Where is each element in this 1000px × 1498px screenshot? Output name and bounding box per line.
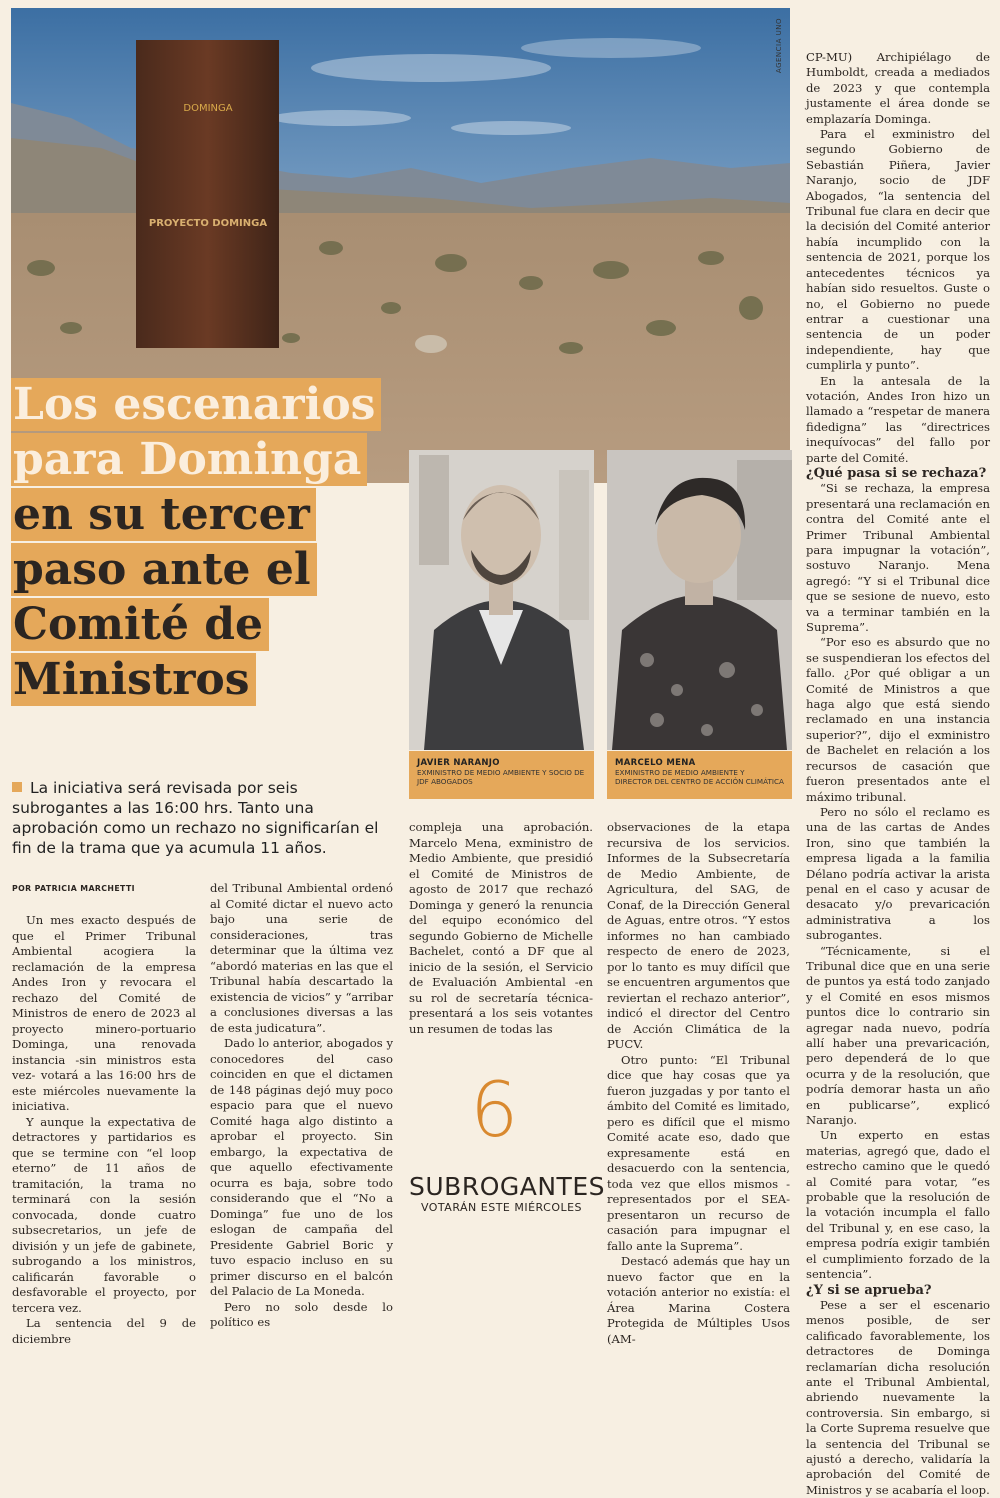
photo-credit: AGENCIA UNO bbox=[775, 18, 783, 74]
person-name: MARCELO MENA bbox=[615, 758, 696, 768]
stat-label: SUBROGANTES bbox=[409, 1172, 605, 1201]
paragraph: CP-MU) Archipiélago de Humboldt, creada a mediados de 2023 y que contempla justamente el área donde se emplazaría Dominga. bbox=[806, 50, 990, 126]
caption-marcelo-mena bbox=[607, 751, 792, 799]
headline bbox=[11, 378, 411, 708]
caption-javier-naranjo bbox=[409, 751, 594, 799]
column-4 bbox=[607, 820, 790, 1347]
column-3 bbox=[409, 820, 593, 1037]
subheading-rechaza: ¿Qué pasa si se rechaza? bbox=[806, 465, 987, 481]
paragraph: La sentencia del 9 de diciembre bbox=[12, 1316, 196, 1346]
column-2 bbox=[210, 881, 393, 1331]
portrait-marcelo-mena bbox=[607, 450, 792, 750]
paragraph: Un experto en estas materias, agregó que, dado el estrecho camino que le quedó al Comité para votar, “es probable que la resolución de la votación incumpla el fallo del Tribunal y, en ese caso, la empresa podría exigir también el cumplimiento forzado de la sentencia”. bbox=[806, 1128, 990, 1282]
headline-line: Comité de bbox=[11, 598, 269, 651]
paragraph: “Si se rechaza, la empresa presentará una reclamación en contra del Comité ante el Primer Tribunal Ambiental para impugnar la votación”, sostuvo Naranjo. Mena agregó: “Y si el Tribunal dice que se sesione de nuevo, esto va a terminar también en la Suprema”. bbox=[806, 481, 990, 635]
bullet-square-icon bbox=[12, 782, 22, 792]
paragraph: En la antesala de la votación, Andes Iron hizo un llamado a “respetar de manera fidedigna” las “directrices inequívocas” del fallo por parte del Comité. bbox=[806, 373, 990, 465]
paragraph: Otro punto: “El Tribunal dice que hay cosas que ya fueron juzgadas y por tanto el ámbito del Comité es limitado, pero es difícil que el mismo Comité acate eso, dado que expresamente está en desacuerdo con la sentencia, toda vez que ellos mismos -representados por el SEA- presentaron un recurso de casación para impugnar el fallo ante la Suprema”. bbox=[607, 1052, 790, 1253]
person-name: JAVIER NARANJO bbox=[417, 758, 500, 768]
paragraph: Pero no solo desde lo político es bbox=[210, 1299, 393, 1329]
paragraph: Pese a ser el escenario menos posible, de ser calificado favorablemente, los detractores de Dominga reclamarían dicha resolución ante el Tribunal Ambiental, abriendo nuevamente la controversia. Sin embargo, si la Corte Suprema resuelve que la sentencia del Tribunal se ajustó a derecho, validaría la aprobación del Comité de Ministros y se acabaría el loop. bbox=[806, 1297, 990, 1497]
paragraph: compleja una aprobación. Marcelo Mena, exministro de Medio Ambiente, que presidió el Comité de Ministros de agosto de 2017 que rechazó Dominga y generó la renuncia del equipo económico del segundo Gobierno de Michelle Bachelet, contó a DF que al inicio de la sesión, el Servicio de Evaluación Ambiental -en su rol de secretaría técnica- presentará a los seis votantes un resumen de todas las bbox=[409, 820, 593, 1036]
paragraph: del Tribunal Ambiental ordenó al Comité dictar el nuevo acto bajo una serie de consideraciones, tras determinar que la última vez “abordó materias en las que el Tribunal había descartado la existencia de vicios” y “arribar a conclusiones diversas a las de esta judicatura”. bbox=[210, 881, 393, 1035]
paragraph: “Técnicamente, si el Tribunal dice que en una serie de puntos ya está todo zanjado y el Comité en esos mismos puntos dice lo contrario sin agregar nada nuevo, podría allí haber una prevaricación, pero dependerá de lo que ocurra y de la resolución, que podría demorar hasta un año en publicarse”, explicó Naranjo. bbox=[806, 943, 990, 1128]
headline-line: para Dominga bbox=[11, 433, 367, 486]
monolith-logo: DOMINGA bbox=[183, 103, 233, 114]
headline-line: Los escenarios bbox=[11, 378, 381, 431]
byline: POR PATRICIA MARCHETTI bbox=[12, 884, 135, 893]
summary bbox=[12, 778, 390, 858]
headline-line: en su tercer bbox=[11, 488, 316, 541]
subheading-aprueba: ¿Y si se aprueba? bbox=[806, 1282, 932, 1298]
headline-line: Ministros bbox=[11, 653, 256, 706]
paragraph: Dado lo anterior, abogados y conocedores del caso coinciden en que el dictamen de 148 páginas dejó muy poco espacio para que el nuevo Comité haga algo distinto a aprobar el proyecto. Sin embargo, la expectativa de que aquello efectivamente ocurra es baja, sobre todo considerando que el “No a Dominga” fue uno de los eslogan de campaña del Presidente Gabriel Boric y tuvo espacio incluso en su primer discurso en el balcón del Palacio de La Moneda. bbox=[210, 1036, 393, 1298]
person-role: EXMINISTRO DE MEDIO AMBIENTE Y DIRECTOR DEL CENTRO DE ACCIÓN CLIMÁTICA bbox=[615, 768, 784, 786]
stat-number: 6 bbox=[470, 1065, 519, 1154]
headline-line: paso ante el bbox=[11, 543, 317, 596]
paragraph: observaciones de la etapa recursiva de los servicios. Informes de la Subsecretaría de Medio Ambiente, de Agricultura, del SAG, de Conaf, de la Dirección General de Aguas, entre otros. “Y estos informes no han cambiado respecto de enero de 2023, por lo tanto es muy difícil que se encuentren argumentos que reviertan el rechazo anterior”, indicó el director del Centro de Acción Climática de la PUCV. bbox=[607, 820, 791, 1051]
column-1 bbox=[12, 913, 196, 1347]
monolith-sign bbox=[136, 40, 279, 348]
column-5 bbox=[806, 50, 990, 1498]
paragraph: “Por eso es absurdo que no se suspendieran los efectos del fallo. ¿Por qué obligar a un Comité de Ministros a que haga algo que está siendo reclamado en una instancia superior?”, dijo el exministro de Bachelet en relación a los recursos de casación que fueron presentados ante el máximo tribunal. bbox=[806, 635, 990, 804]
paragraph: Para el exministro del segundo Gobierno de Sebastián Piñera, Javier Naranjo, socio de JDF Abogados, “la sentencia del Tribunal fue clara en decir que la decisión del Comité anterior había incumplido con la sentencia de 2021, porque los antecedentes técnicos ya habían sido resueltos. Guste o no, el Gobierno no puede entrar a cuestionar una sentencia de un poder independiente, hay que cumplirla y punto”. bbox=[806, 127, 990, 373]
monolith-text: PROYECTO DOMINGA bbox=[148, 218, 268, 229]
paragraph: Pero no sólo el reclamo es una de las cartas de Andes Iron, sino que también la empresa ligada a la familia Délano podría activar la arista penal en el caso y acusar de desacato y/o prevaricación administrativa a los subrogantes. bbox=[806, 804, 990, 943]
portrait-javier-naranjo bbox=[409, 450, 594, 750]
summary-text: La iniciativa será revisada por seis subrogantes a las 16:00 hrs. Tanto una aprobación como un rechazo no significarían el fin de la trama que ya acumula 11 años. bbox=[12, 779, 379, 857]
stat-sublabel: VOTARÁN ESTE MIÉRCOLES bbox=[420, 1201, 583, 1214]
paragraph: Un mes exacto después de que el Primer Tribunal Ambiental acogiera la reclamación de la empresa Andes Iron y revocara el rechazo del Comité de Ministros de enero de 2023 al proyecto minero-portuario Dominga, una renovada instancia -sin ministros esta vez- votará a las 16:00 hrs de este miércoles nuevamente la iniciativa. bbox=[12, 913, 196, 1113]
paragraph: Y aunque la expectativa de detractores y partidarios es que se termine con “el loop eterno” de 11 años de tramitación, la trama no terminará con la sesión convocada, donde cuatro subsecretarios, un jefe de división y un jefe de gabinete, subrogando a los ministros, calificarán favorable o desfavorable el proyecto, por tercera vez. bbox=[12, 1114, 196, 1315]
person-role: EXMINISTRO DE MEDIO AMBIENTE Y SOCIO DE JDF ABOGADOS bbox=[417, 768, 585, 786]
paragraph: Destacó además que hay un nuevo factor que en la votación anterior no existía: el Área Marina Costera Protegida de Múltiples Usos (AM- bbox=[607, 1254, 790, 1346]
